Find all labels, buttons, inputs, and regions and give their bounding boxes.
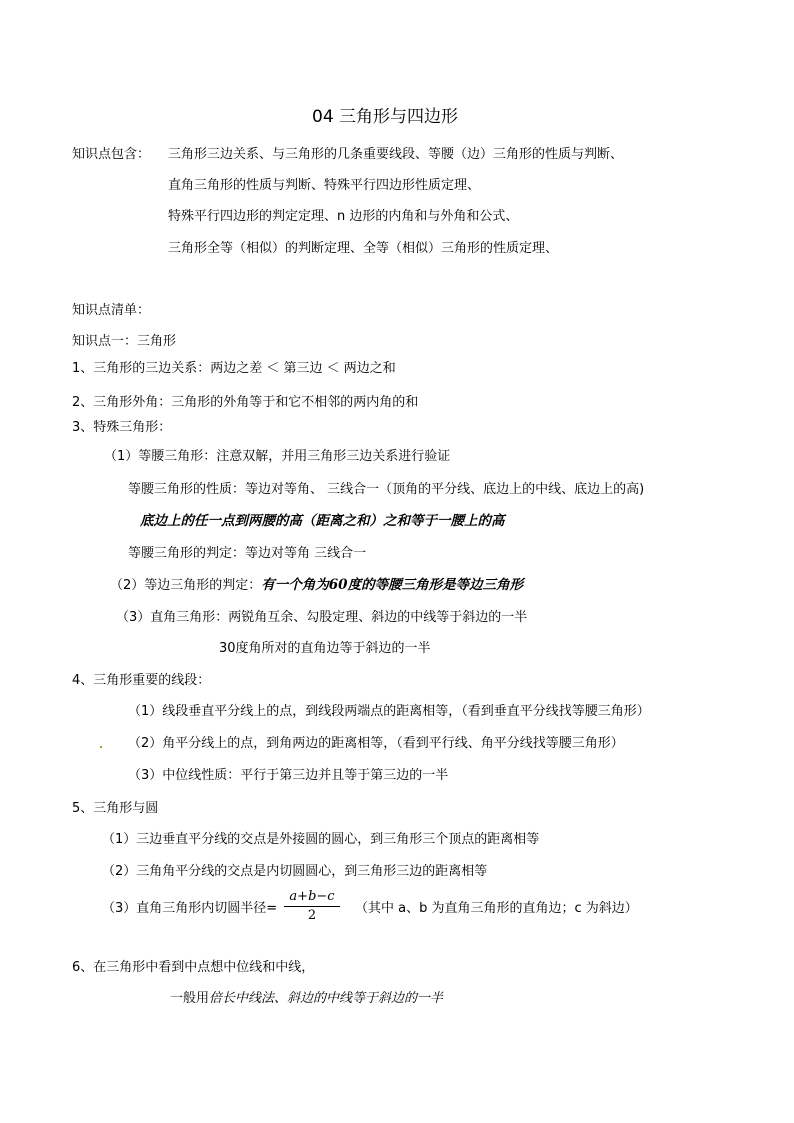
isosceles-intro: （1）等腰三角形：注意双解，并用三角形三边关系进行验证 (104, 449, 451, 464)
stray-dot (100, 746, 102, 748)
exterior-angle-rule: 2、三角形外角：三角形的外角等于和它不相邻的两内角的和 (72, 395, 419, 410)
checklist-heading: 知识点清单： (72, 303, 151, 318)
contents-item: 直角三角形的性质与判断、特殊平行四边形性质定理、 (168, 178, 481, 193)
triangle-circle-heading: 5、三角形与圆 (72, 801, 159, 816)
inradius-fraction (282, 889, 342, 929)
contents-label: 知识点包含： (72, 147, 151, 162)
fraction-bar (284, 906, 340, 907)
isosceles-bold-note: 底边上的任一点到两腰的高（距离之和）之和等于一腰上的高 (140, 513, 505, 529)
fraction-denominator: 2 (307, 908, 317, 923)
special-triangles-heading: 3、特殊三角形： (72, 420, 172, 435)
circle-rule-prefix: （3）直角三角形内切圆半径= (102, 901, 278, 916)
midpoint-method (170, 990, 443, 1008)
fraction-numerator: a+b−c (289, 889, 335, 904)
circle-rule: （1）三边垂直平分线的交点是外接圆的圆心，到三角形三个顶点的距离相等 (102, 832, 540, 847)
segment-rule: （2）角平分线上的点，到角两边的距离相等，（看到平行线、角平分线找等腰三角形） (128, 736, 624, 751)
important-segments-heading: 4、三角形重要的线段： (72, 673, 211, 688)
circle-rule: （2）三角角平分线的交点是内切圆圆心，到三角形三边的距离相等 (102, 864, 488, 879)
midpoint-tip: 6、在三角形中看到中点想中位线和中线， (72, 960, 315, 975)
triangle-sides-rule: 1、三角形的三边关系：两边之差 ＜ 第三边 ＜ 两边之和 (72, 361, 396, 376)
equilateral-prefix: （2）等边三角形的判定： (110, 578, 262, 593)
right-triangle-rule-2: 30度角所对的直角边等于斜边的一半 (219, 641, 431, 656)
segment-rule: （1）线段垂直平分线上的点，到线段两端点的距离相等，（看到垂直平分线找等腰三角形） (128, 704, 650, 719)
isosceles-judgement: 等腰三角形的判定：等边对等角 三线合一 (128, 546, 367, 561)
midpoint-method-prefix: 一般用 (170, 991, 210, 1006)
midpoint-method-italic: 倍长中线法、斜边的中线等于斜边的一半 (209, 991, 444, 1006)
segment-rule: （3）中位线性质：平行于第三边并且等于第三边的一半 (128, 768, 449, 783)
contents-item: 三角形全等（相似）的判断定理、全等（相似）三角形的性质定理、 (168, 241, 559, 256)
equilateral-bold: 有一个角为60度的等腰三角形是等边三角形 (261, 577, 524, 593)
isosceles-property: 等腰三角形的性质：等边对等角、 三线合一（顶角的平分线、底边上的中线、底边上的高) (128, 482, 645, 497)
contents-item: 三角形三边关系、与三角形的几条重要线段、等腰（边）三角形的性质与判断、 (168, 147, 624, 162)
equilateral-judgement (110, 576, 523, 595)
right-triangle-rule: （3）直角三角形：两锐角互余、勾股定理、斜边的中线等于斜边的一半 (116, 610, 528, 625)
page-title: 04 三角形与四边形 (312, 107, 459, 127)
circle-rule-suffix: （其中 a、b 为直角三角形的直角边；c 为斜边） (355, 901, 638, 916)
contents-item: 特殊平行四边形的判定定理、n 边形的内角和与外角和公式、 (168, 209, 519, 224)
section-heading: 知识点一：三角形 (72, 334, 177, 349)
